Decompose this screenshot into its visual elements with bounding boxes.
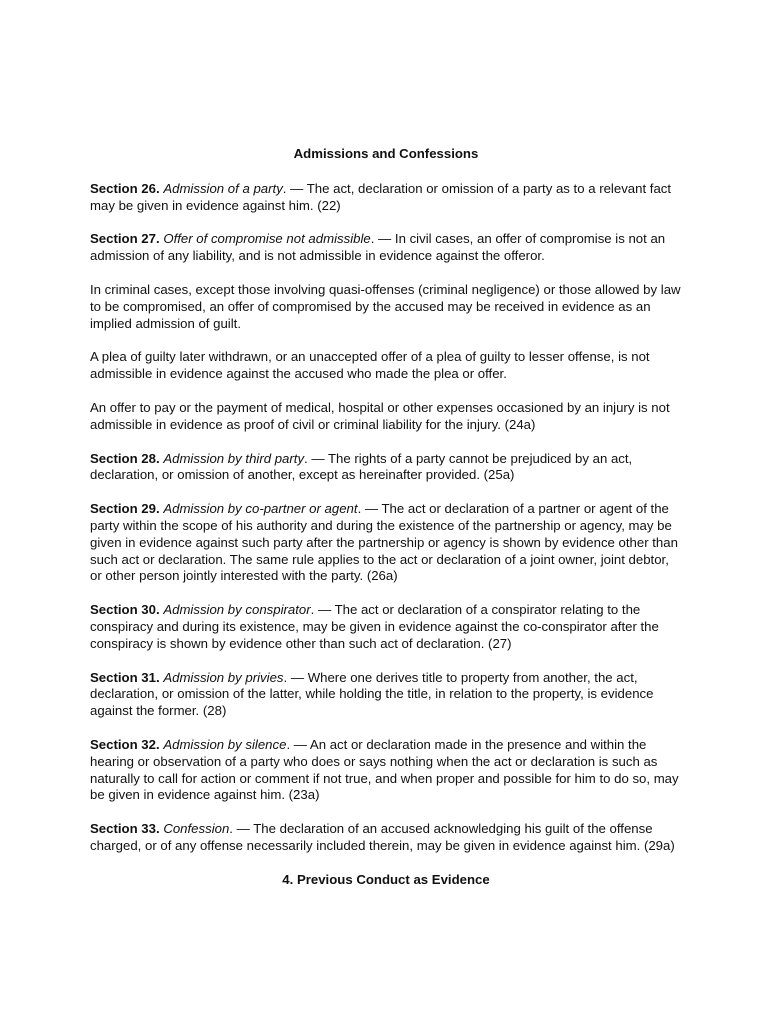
paragraph-section-28 bbox=[90, 451, 682, 485]
document-page bbox=[90, 146, 682, 907]
paragraph-section-29 bbox=[90, 501, 682, 585]
paragraph-text: . — An act or declaration made in the presence and within the hearing or observation of a party who does or says nothing when the act or declaration is such as naturally to call for action or comment if not true, and when proper and possible for him to do so, may be given in evidence against him. (23a) bbox=[90, 736, 679, 803]
paragraph-section-27 bbox=[90, 231, 682, 265]
paragraph-text: . — The act or declaration of a conspirator relating to the conspiracy and during its existence, may be given in evidence against the co-conspirator after the conspiracy is shown by evidence other than such act of declaration. (27) bbox=[90, 602, 659, 651]
section-title: Confession bbox=[163, 821, 230, 837]
paragraph-text: A plea of guilty later withdrawn, or an unaccepted offer of a plea of guilty to lesser offense, is not admissible in evidence against the accused who made the plea or offer. bbox=[90, 349, 650, 382]
paragraph-text: In criminal cases, except those involving quasi-offenses (criminal negligence) or those allowed by law to be compromised, an offer of compromised by the accused may be received in evidence as an implied admission of guilt. bbox=[90, 281, 681, 331]
section-title: Admission by privies bbox=[163, 669, 284, 685]
section-title: Admission of a party bbox=[163, 180, 283, 196]
paragraph-text: . — The act or declaration of a partner or agent of the party within the scope of his authority and during the existence of the partnership or agency, may be given in evidence against such party after the partnership or agency is shown by evidence other than such act or declaration. The same rule applies to the act or declaration of a joint owner, joint debtor, or other person jointly interested with the party. (26a) bbox=[90, 501, 678, 584]
paragraph-text: . — In civil cases, an offer of compromise is not an admission of any liability, and is not admissible in evidence against the offeror. bbox=[90, 231, 666, 264]
paragraph-text: . — The declaration of an accused acknowledging his guilt of the offense charged, or of any offense necessarily included therein, may be given in evidence against him. (29a) bbox=[90, 821, 675, 853]
paragraph-offer-to-pay bbox=[90, 400, 682, 434]
section-title: Offer of compromise not admissible bbox=[163, 231, 371, 247]
paragraph-section-33 bbox=[90, 821, 682, 855]
section-number: Section 29. bbox=[90, 501, 160, 517]
paragraph-text: An offer to pay or the payment of medical, hospital or other expenses occasioned by an injury is not admissible in evidence as proof of civil or criminal liability for the injury. (24a) bbox=[90, 399, 670, 432]
paragraph-section-32 bbox=[90, 737, 682, 804]
section-number: Section 27. bbox=[90, 231, 160, 247]
section-title: Admission by silence bbox=[163, 736, 287, 752]
paragraph-text: . — Where one derives title to property from another, the act, declaration, or omission of the latter, while holding the title, in relation to the property, is evidence against the former. (28) bbox=[90, 669, 654, 719]
paragraph-section-30 bbox=[90, 602, 682, 652]
section-number: Section 30. bbox=[90, 602, 160, 618]
section-title: Admission by third party bbox=[163, 450, 305, 466]
section-title: Admission by co-partner or agent bbox=[163, 501, 358, 517]
next-section-heading: 4. Previous Conduct as Evidence bbox=[282, 871, 490, 887]
paragraph-criminal-cases bbox=[90, 282, 682, 332]
paragraph-section-31 bbox=[90, 670, 682, 720]
paragraph-section-26 bbox=[90, 181, 682, 215]
section-number: Section 32. bbox=[90, 736, 160, 752]
section-number: Section 28. bbox=[90, 450, 160, 466]
paragraph-plea-of-guilty bbox=[90, 349, 682, 383]
section-number: Section 33. bbox=[90, 821, 160, 837]
paragraph-text: . — The act, declaration or omission of a party as to a relevant fact may be given in evidence against him. (22) bbox=[90, 180, 672, 213]
section-heading: Admissions and Confessions bbox=[293, 146, 479, 161]
section-number: Section 31. bbox=[90, 669, 160, 685]
section-title: Admission by conspirator bbox=[163, 602, 311, 618]
section-number: Section 26. bbox=[90, 180, 160, 196]
paragraph-text: . — The rights of a party cannot be prejudiced by an act, declaration, or omission of another, except as hereinafter provided. (25a) bbox=[90, 450, 633, 483]
